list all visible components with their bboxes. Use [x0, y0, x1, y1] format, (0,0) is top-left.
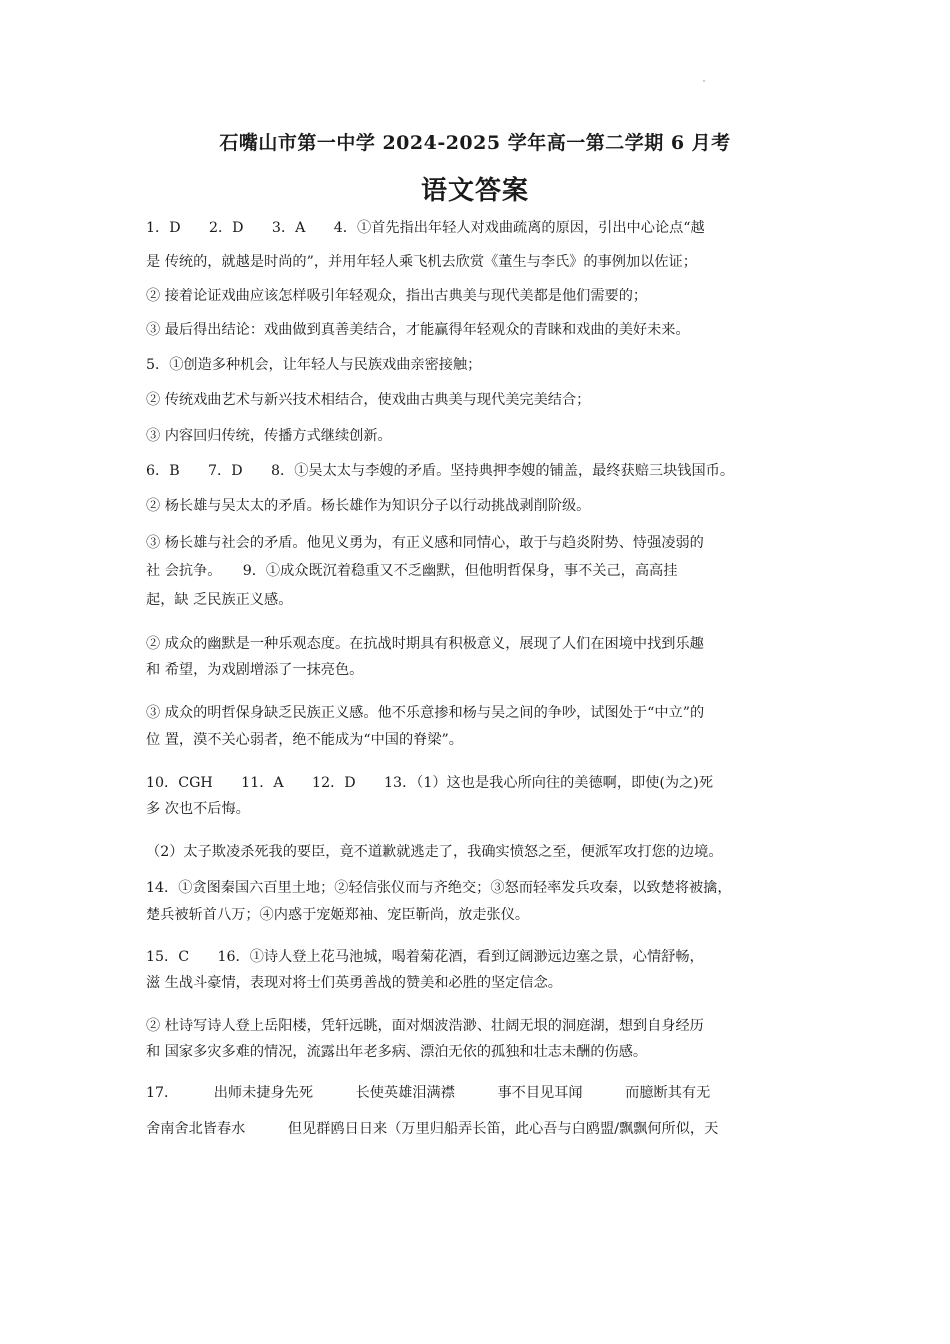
text-line: ③ 内容回归传统，传播方式继续创新。: [146, 428, 392, 444]
text-line: 楚兵被斩首八万；④内惑于宠姬郑袖、宠臣靳尚，放走张仪。: [146, 907, 530, 923]
text-line: 是 传统的，就越是时尚的”，并用年轻人乘飞机去欣赏《董生与李氏》的事例加以佐证；: [146, 254, 697, 270]
text-line: 5．①创造多种机会，让年轻人与民族戏曲亲密接触；: [146, 357, 482, 373]
text-line: 14．①贪图秦国六百里土地；②轻信张仪而与齐绝交；③怒而轻率发兵攻秦，以致楚将被擒，: [146, 880, 732, 896]
text-line: ② 传统戏曲艺术与新兴技术相结合，使戏曲古典美与现代美完美结合；: [146, 392, 591, 408]
text-line: ② 杨长雄与吴太太的矛盾。杨长雄作为知识分子以行动挑战剥削阶级。: [146, 498, 591, 514]
text-line: 滋 生战斗豪情，表现对将士们英勇善战的赞美和必胜的坚定信念。: [146, 975, 562, 991]
document-title: 石嘴山市第一中学 2024-2025 学年高一第二学期 6 月考: [219, 132, 731, 154]
text-line: 1．D 2．D 3．A 4．①首先指出年轻人对戏曲疏离的原因，引出中心论点“越: [146, 220, 705, 236]
text-line: （2）太子欺凌杀死我的要臣，竟不道歉就逃走了，我确实愤怒之至，便派军攻打您的边境。: [146, 844, 723, 860]
text-line: ③ 最后得出结论：戏曲做到真善美结合，才能赢得年轻观众的青睐和戏曲的美好未来。: [146, 322, 690, 338]
text-line: ② 成众的幽默是一种乐观态度。在抗战时期具有积极意义，展现了人们在困境中找到乐趣: [146, 636, 704, 652]
document-subtitle: 语文答案: [420, 176, 529, 206]
text-line: 和 国家多灾多难的情况，流露出年老多病、漂泊无依的孤独和壮志未酬的伤感。: [146, 1044, 648, 1060]
text-line: ② 接着论证戏曲应该怎样吸引年轻观众，指出古典美与现代美都是他们需要的；: [146, 288, 648, 304]
text-line: 6．B 7．D 8．①吴太太与李嫂的矛盾。坚持典押李嫂的铺盖，最终获赔三块钱国币。: [146, 463, 735, 479]
text-line: 10．CGH 11．A 12．D 13．（1）这也是我心所向往的美德啊，即使(为之)死: [146, 775, 714, 791]
text-line: 15．C 16．①诗人登上花马池城，喝着菊花酒，看到辽阔渺远边塞之景，心情舒畅，: [146, 949, 704, 965]
scan-mark: [703, 80, 705, 82]
text-line: ③ 杨长雄与社会的矛盾。他见义勇为，有正义感和同情心，敢于与趋炎附势、恃强凌弱的: [146, 535, 704, 551]
text-line: 舍南舍北皆春水 但见群鸥日日来（万里归船弄长笛，此心吾与白鸥盟/飘飘何所似，天: [146, 1121, 719, 1137]
text-line: ③ 成众的明哲保身缺乏民族正义感。他不乐意掺和杨与吴之间的争吵，试图处于“中立”的: [146, 705, 705, 721]
text-line: 和 希望，为戏剧增添了一抹亮色。: [146, 662, 364, 678]
text-line: 位 置，漠不关心弱者，绝不能成为“中国的脊梁”。: [146, 732, 463, 748]
text-line: 多 次也不后悔。: [146, 801, 250, 817]
text-line: 社 会抗争。 9．①成众既沉着稳重又不乏幽默，但他明哲保身，事不关己，高高挂: [146, 563, 678, 579]
text-line: 17． 出师未捷身先死 长使英雄泪满襟 事不目见耳闻 而臆断其有无: [146, 1085, 711, 1101]
text-line: ② 杜诗写诗人登上岳阳楼，凭轩远眺，面对烟波浩渺、壮阔无垠的洞庭湖，想到自身经历: [146, 1018, 704, 1034]
text-line: 起，缺 乏民族正义感。: [146, 592, 293, 608]
